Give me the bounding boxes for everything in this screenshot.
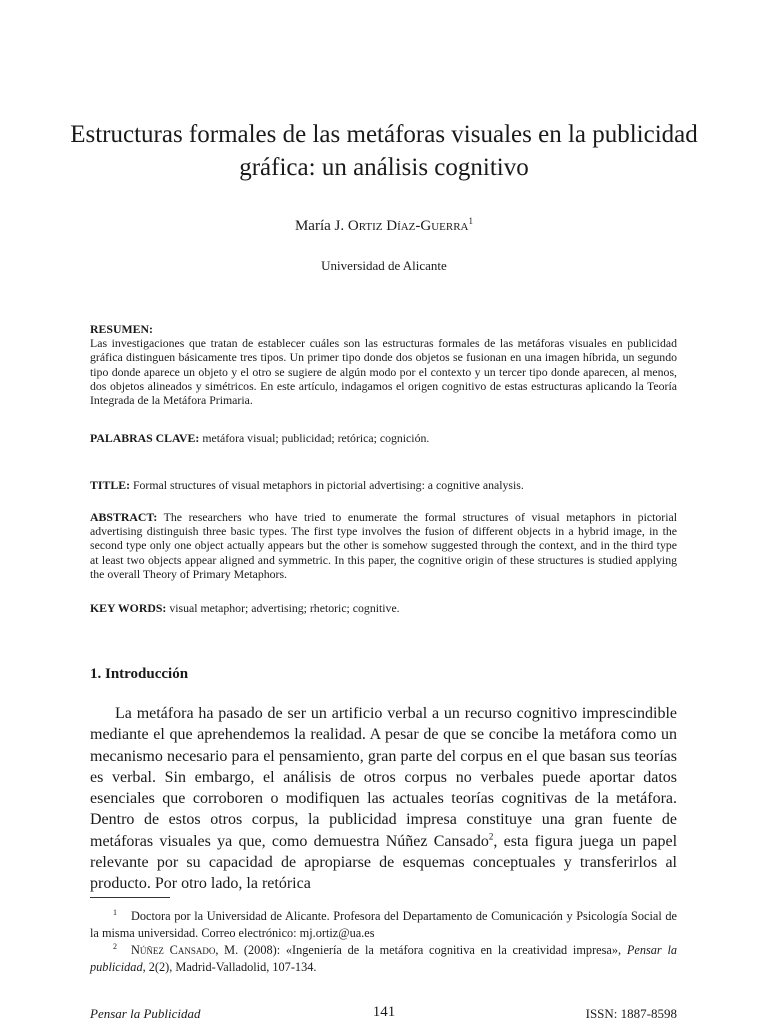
key-words-label: KEY WORDS:	[90, 601, 167, 615]
body-paragraph	[90, 703, 677, 895]
footnote-2-mark: 2	[113, 941, 117, 951]
author-given-name: María J.	[294, 218, 345, 234]
key-words-text: visual metaphor; advertising; rhetoric; cognitive.	[169, 601, 400, 615]
abstract-label: ABSTRACT:	[90, 510, 158, 524]
page-number: 141	[372, 1004, 396, 1020]
footnotes	[90, 908, 677, 976]
english-title	[90, 478, 677, 492]
footnote-2-author: Núñez Cansado	[131, 943, 216, 957]
footnote-divider	[90, 897, 170, 898]
abstract-text: The researchers who have tried to enumerate the formal structures of visual metaphors in pictorial advertising distinguish three basic types. The first type involves the fusion of different objects in a hybrid image, in the second type only one object actually appears but the other is somehow suggested through the context, and in the third type at least two objects appear aligned and symmetric. In this paper, the cognitive origin of these structures is studied applying the overall Theory of Primary Metaphors.	[90, 510, 677, 581]
author-line	[0, 218, 768, 235]
palabras-clave-label: PALABRAS CLAVE:	[90, 431, 200, 445]
author-surname: Ortiz Díaz-Guerra	[347, 218, 469, 234]
resumen-label: RESUMEN:	[90, 322, 153, 336]
footnote-1-mark: 1	[113, 907, 117, 917]
footnote-1	[90, 908, 677, 942]
footer-journal: Pensar la Publicidad	[90, 1006, 201, 1021]
resumen-text: Las investigaciones que tratan de establecer cuáles son las estructuras formales de las metáforas visuales en publicidad gráfica distinguen básicamente tres tipos. Un primer tipo donde dos objetos se fusionan en una imagen híbrida, un segundo tipo donde aparece un objeto y el otro se sugiere de algún modo por el contexto y un tercer tipo donde aparecen, al menos, dos objetos alineados y simétricos. En este artículo, indagamos el origen cognitivo de estas estructuras aplicando la Teoría Integrada de la Metáfora Primaria.	[90, 336, 677, 408]
abstract-section	[90, 510, 677, 581]
footnote-2-journal: Pensar la publicidad	[90, 943, 678, 974]
affiliation: Universidad de Alicante	[321, 258, 447, 273]
author-footnote-mark: 1	[468, 216, 474, 226]
palabras-clave	[90, 431, 677, 445]
footnote-1-text: Doctora por la Universidad de Alicante. Profesora del Departamento de Comunicación y Psicología Social de la misma universidad. Correo electrónico: mj.ortiz@ua.es	[90, 909, 677, 940]
key-words	[90, 601, 677, 615]
footer-issn: ISSN: 1887-8598	[585, 1006, 677, 1021]
body-text-part1: La metáfora ha pasado de ser un artificio verbal a un recurso cognitivo imprescindible mediante el que aprehendemos la realidad. A pesar de que se concibe la metáfora como un mecanismo necesario para el pensamiento, gran parte del corpus en el que basan sus teorías es verbal. Sin embargo, el análisis de otros corpus no verbales puede aportar datos esenciales que corroboren o modifiquen las actuales teorías cognitivas de la metáfora. Dentro de estos otros corpus, la publicidad impresa constituye una gran fuente de metáforas visuales ya que, como demuestra Núñez Cansado	[90, 705, 677, 850]
resumen-section	[90, 322, 677, 407]
section-heading: 1. Introducción	[90, 666, 189, 682]
english-title-label: TITLE:	[90, 478, 130, 492]
body-footnote-mark: 2	[488, 831, 494, 842]
footnote-2	[90, 942, 677, 976]
body-text-part2: , esta figura juega un papel relevante por su capacidad de apropiarse de esquemas conceptuales y transferirlos al producto. Por otro lado, la retórica	[90, 832, 678, 893]
footnote-2-text: , M. (2008): «Ingeniería de la metáfora cognitiva en la creatividad impresa»,	[215, 943, 622, 957]
article-title: Estructuras formales de las metáforas visuales en la publicidad gráfica: un análisis cognitivo	[70, 121, 698, 181]
english-title-text: Formal structures of visual metaphors in pictorial advertising: a cognitive analysis.	[132, 478, 524, 492]
footnote-2-rest: , 2(2), Madrid-Valladolid, 107-134.	[142, 960, 317, 974]
palabras-clave-text: metáfora visual; publicidad; retórica; cognición.	[202, 431, 430, 445]
